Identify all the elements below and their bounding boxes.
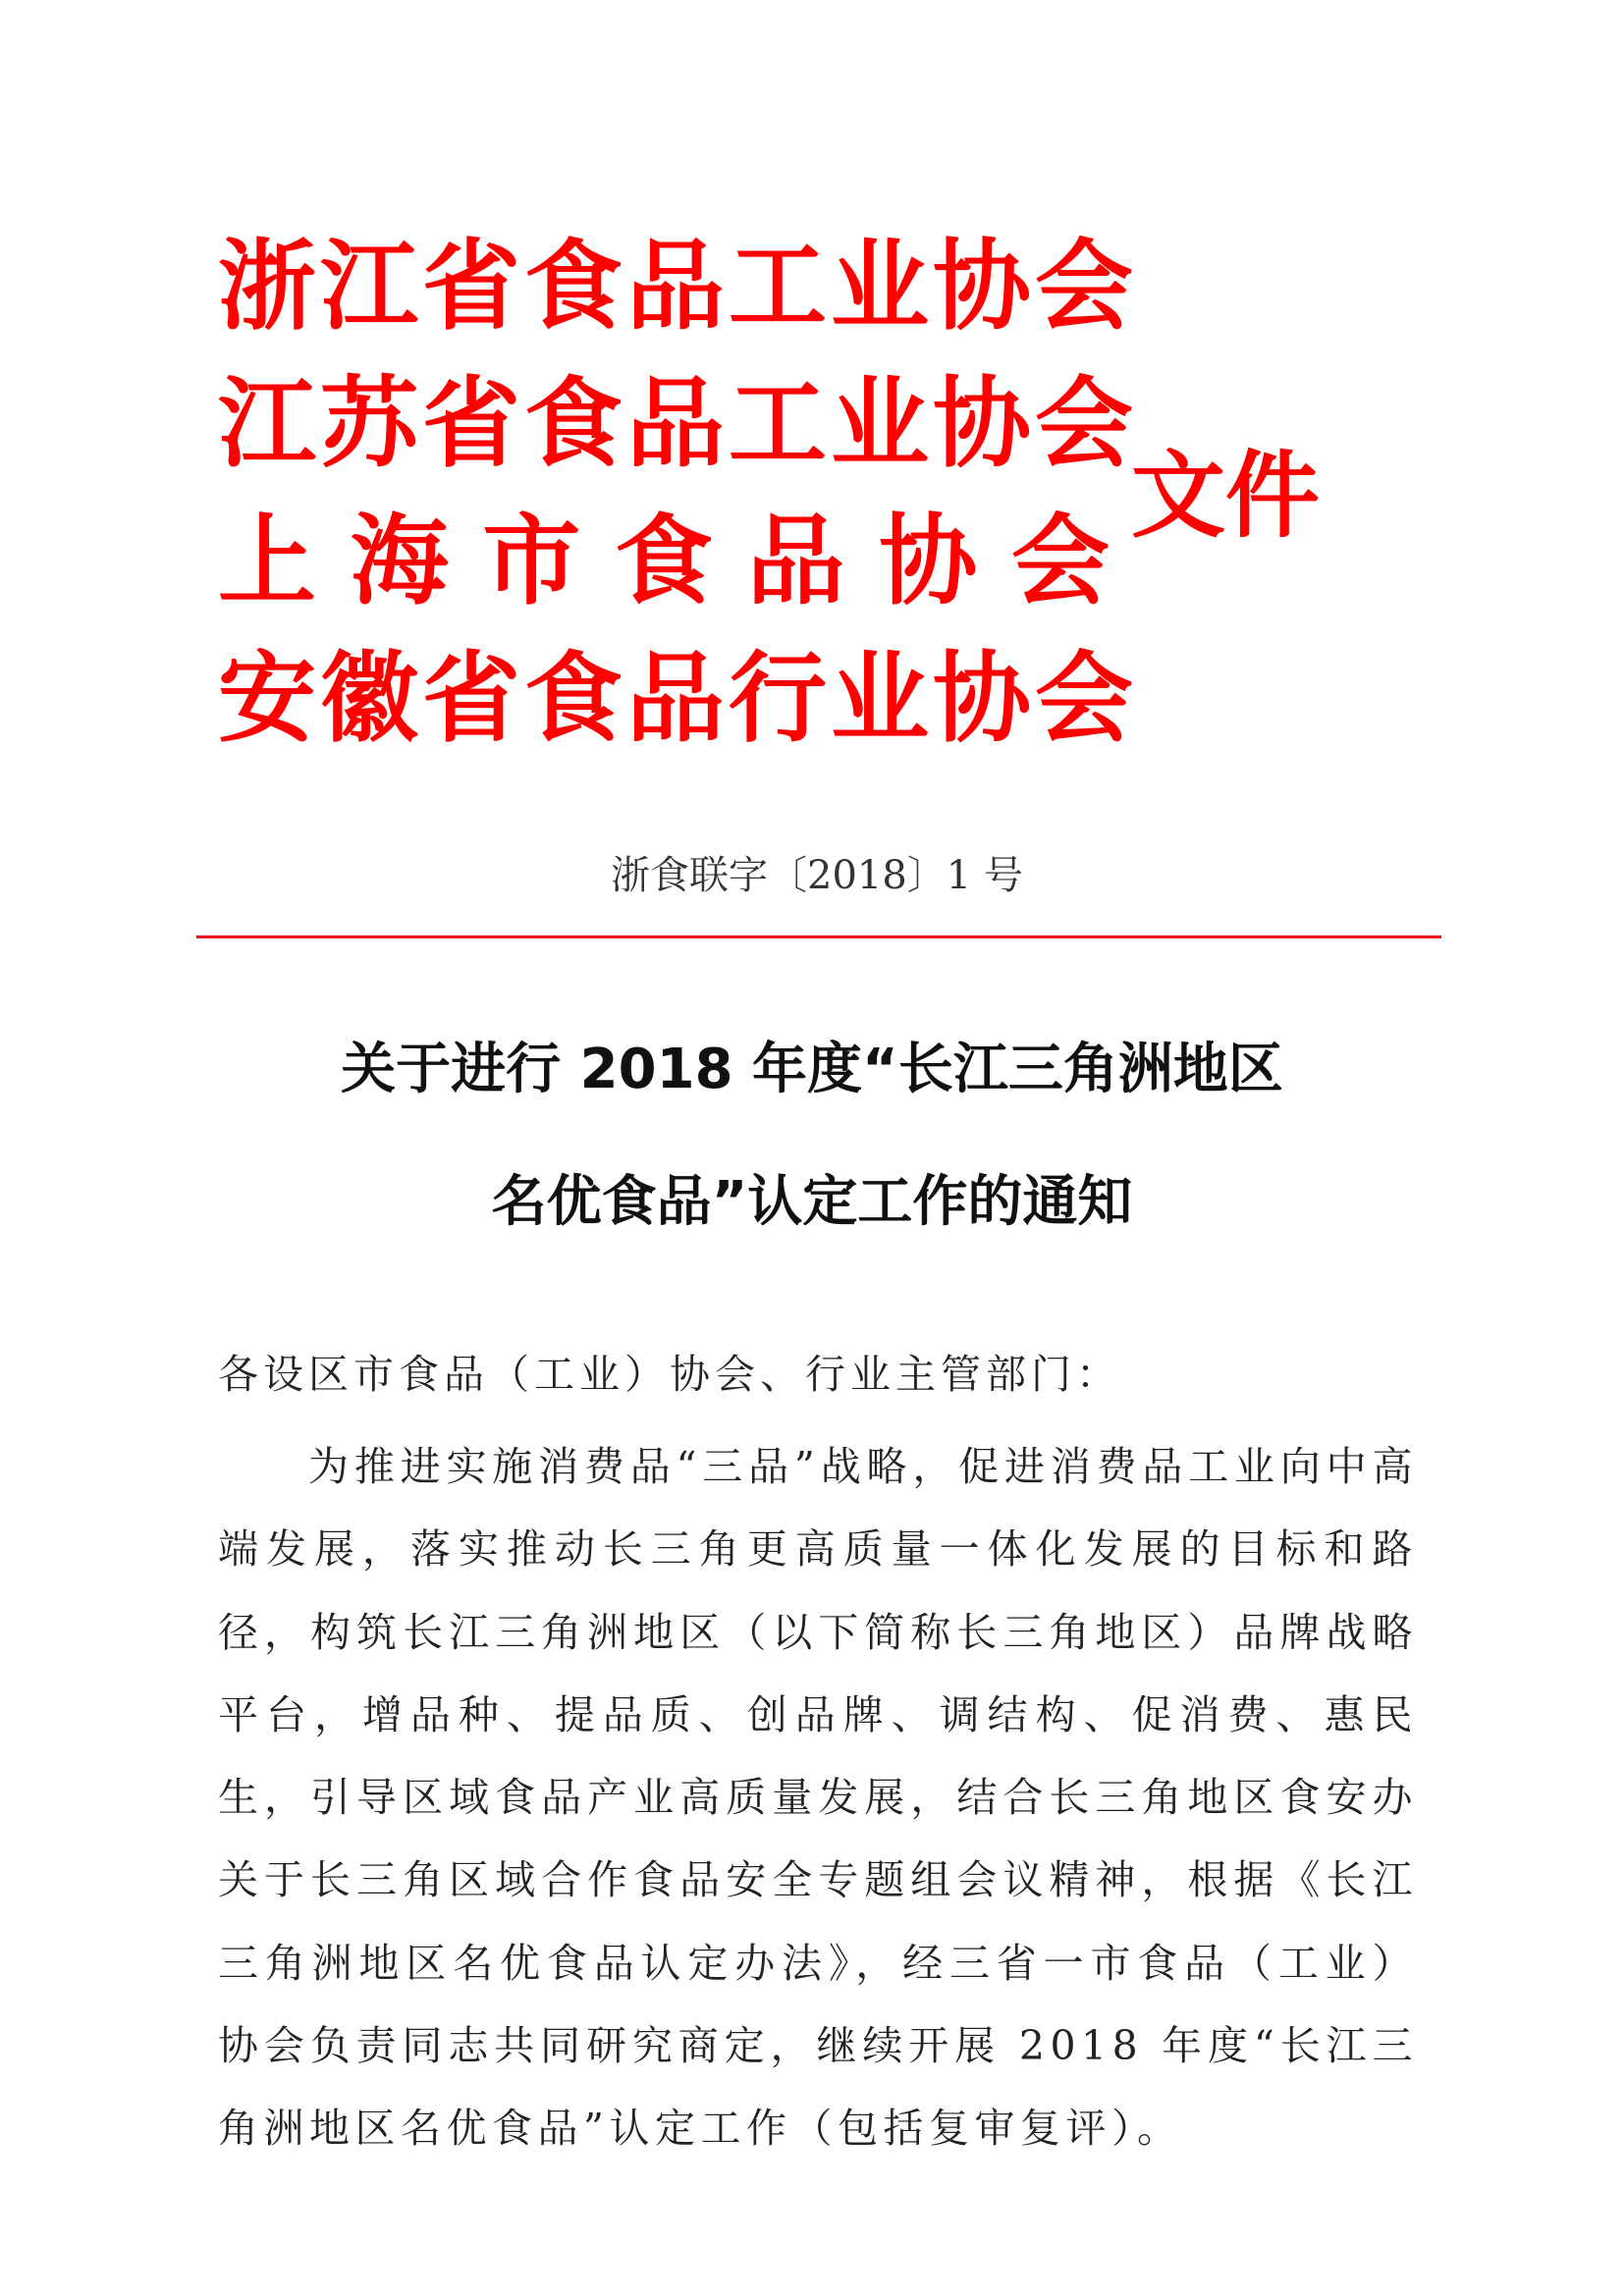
issuer-shanghai-char: 食 xyxy=(614,503,713,618)
notice-title-line-1: 关于进行 2018 年度“长江三角洲地区 xyxy=(341,1038,1283,1101)
document-number: 浙食联字〔2018〕1 号 xyxy=(611,853,1023,898)
issuer-anhui: 安徽省食品行业协会 xyxy=(218,640,1137,756)
issuer-shanghai-char: 上 xyxy=(218,503,316,618)
document-type-label: 文件 xyxy=(1131,440,1320,551)
issuer-jiangsu: 江苏省食品工业协会 xyxy=(218,365,1137,481)
issuer-shanghai-char: 品 xyxy=(746,503,845,618)
issuer-zhejiang: 浙江省食品工业协会 xyxy=(218,228,1137,344)
issuer-shanghai xyxy=(218,496,1110,625)
salutation: 各设区市食品（工业）协会、行业主管部门： xyxy=(218,1351,1121,1398)
issuer-shanghai-char: 会 xyxy=(1010,503,1110,618)
issuer-shanghai-char: 协 xyxy=(879,503,978,618)
issuer-shanghai-char: 市 xyxy=(482,503,581,618)
body-paragraph: 为推进实施消费品“三品”战略，促进消费品工业向中高端发展，落实推动长三角更高质量一体化发展的目标和路径，构筑长江三角洲地区（以下简称长三角地区）品牌战略平台，增品种、提品质、创品牌、调结构、促消费、惠民生，引导区域食品产业高质量发展，结合长三角地区食安办关于长三角区域合作食品安全专题组会议精神，根据《长江三角洲地区名优食品认定办法》，经三省一市食品（工业）协会负责同志共同研究商定，继续开展 2018 年度“长江三角洲地区名优食品”认定工作（包括复审复评）。 xyxy=(218,1443,1418,2153)
notice-title-line-2: 名优食品”认定工作的通知 xyxy=(491,1170,1133,1234)
issuer-shanghai-char: 海 xyxy=(350,503,449,618)
red-divider xyxy=(196,935,1441,938)
